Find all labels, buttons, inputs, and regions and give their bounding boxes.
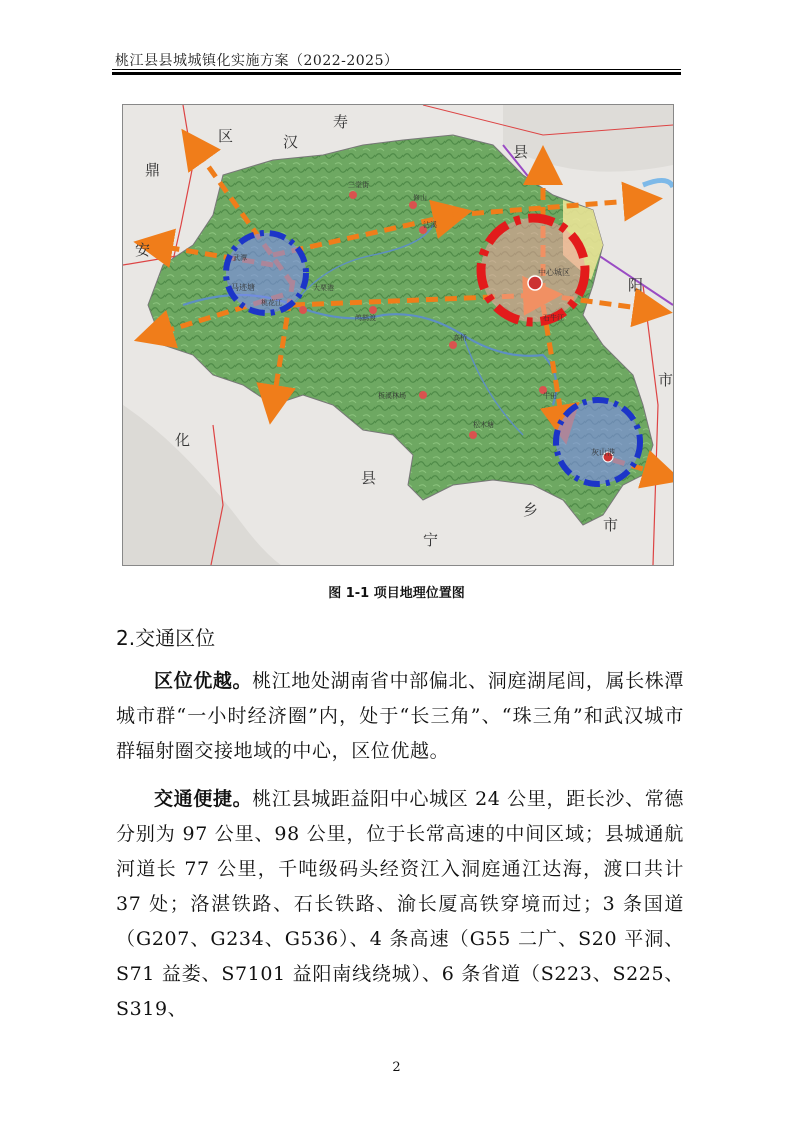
region-label: 鼎 <box>145 161 161 179</box>
map-label: 沾溪 <box>423 221 437 229</box>
map-label: 武潭 <box>233 254 247 262</box>
region-label: 汉 <box>283 133 299 151</box>
map-label: 修山 <box>413 194 427 202</box>
map-label: 板溪林场 <box>378 392 406 400</box>
region-label: 县 <box>361 469 377 487</box>
region-label: 市 <box>658 371 673 389</box>
paragraph-body: 桃江地处湖南省中部偏北、洞庭湖尾闾，属长株潭城市群“一小时经济圈”内，处于“长三角”、“珠三角”和武汉城市群辐射圈交接地域的中心，区位优越。 <box>116 670 684 762</box>
map-label: 高桥 <box>453 334 467 342</box>
region-label: 寿 <box>333 113 349 131</box>
region-label: 化 <box>175 431 191 449</box>
map-label: 桃花江 <box>261 299 282 307</box>
running-header: 桃江县县城城镇化实施方案（2022-2025） <box>115 53 399 69</box>
paragraph-lead: 交通便捷。 <box>154 788 253 810</box>
region-label: 市 <box>603 516 619 534</box>
map-label: 石牛江 <box>543 314 564 322</box>
region-label: 安 <box>135 241 151 259</box>
map-label: 牛田 <box>543 392 557 400</box>
location-map <box>122 104 674 566</box>
region-label: 区 <box>218 127 234 145</box>
paragraph-lead: 区位优越。 <box>154 670 253 692</box>
paragraph-transport <box>116 782 684 1027</box>
section-heading: 2.交通区位 <box>116 626 216 650</box>
header-rule-thin <box>112 69 681 70</box>
paragraph-location <box>116 664 684 769</box>
page-number: 2 <box>392 1060 401 1075</box>
map-label: 三堂街 <box>348 181 369 189</box>
map-label-majitang: 马迹塘 <box>231 283 255 292</box>
map-label: 鸬鹚渡 <box>355 314 376 322</box>
region-label: 乡 <box>523 501 539 519</box>
region-label: 阳 <box>628 276 644 294</box>
region-label: 县 <box>513 143 529 161</box>
map-label-huishangang: 灰山港 <box>591 448 615 457</box>
map-label: 松木塘 <box>473 421 494 429</box>
paragraph-body: 桃江县城距益阳中心城区 24 公里，距长沙、常德分别为 97 公里、98 公里，位于长常高速的中间区域；县城通航河道长 77 公里，千吨级码头经资江入洞庭通江达海，渡口共计 37 处；洛湛铁路、石长铁路、渝长厦高铁穿境而过；3 条国道（G207、G234、G536）、4 条高速（G55 二广、S20 平洞、S71 益娄、S7101 益阳南线绕城）、6 条省道（S223、S225、S319、 <box>116 788 684 1020</box>
map-label: 大栗港 <box>313 284 334 292</box>
figure-caption: 图 1-1 项目地理位置图 <box>328 586 465 601</box>
region-label: 宁 <box>423 531 439 549</box>
header-rule-thick <box>112 72 681 75</box>
map-label-center: 中心城区 <box>538 268 570 277</box>
